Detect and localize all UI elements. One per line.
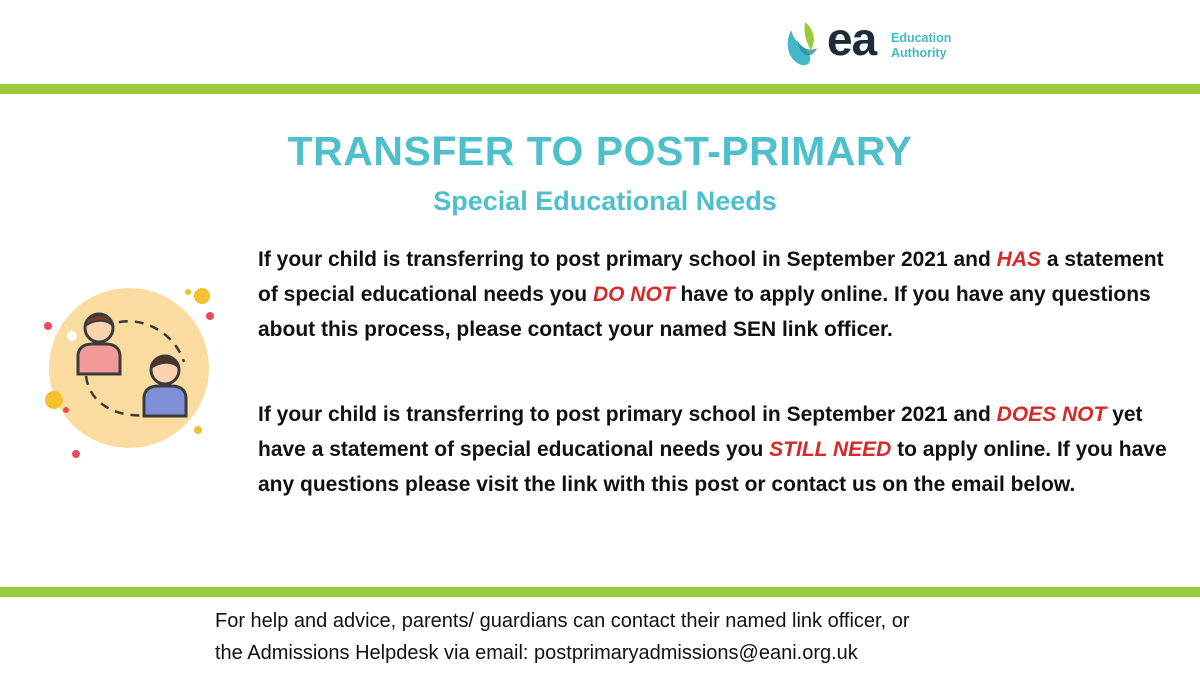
education-authority-logo [783,13,973,72]
two-people-exchange-icon [34,280,224,470]
bottom-divider-bar [0,587,1200,597]
page-subtitle: Special Educational Needs [433,186,777,216]
top-divider-bar [0,84,1200,94]
logo-mark: ea [827,13,877,65]
ea-leaf-icon [783,18,827,72]
paragraph-no-statement [258,397,1173,502]
paragraph-text: If your child is transferring to post primary school in September 2021 and [258,248,997,271]
footer-line-2: the Admissions Helpdesk via email: postprimaryadmissions@eani.org.uk [215,642,858,664]
emphasis-has: HAS [996,248,1042,271]
emphasis-does-not: DOES NOT [996,403,1107,426]
emphasis-do-not: DO NOT [592,283,675,306]
paragraph-text: yet have a statement of special educational needs you [258,403,1143,461]
emphasis-still-need: STILL NEED [769,438,892,461]
page-title: TRANSFER TO POST-PRIMARY [287,128,913,174]
logo-line-1: Education [891,31,952,45]
paragraph-text: If your child is transferring to post primary school in September 2021 and [258,403,997,426]
footer-contact [215,605,1115,669]
paragraph-text: a statement of special educational needs you [258,248,1164,306]
paragraph-has-statement [258,242,1173,347]
footer-line-1: For help and advice, parents/ guardians can contact their named link officer, or [215,610,910,632]
logo-line-2: Authority [891,46,947,60]
paragraph-text: to apply online. If you have any questions please visit the link with this post or contact us on the email below. [258,438,1167,496]
paragraph-text: have to apply online. If you have any questions about this process, please contact your named SEN link officer. [258,283,1151,341]
logo-name [891,31,951,61]
